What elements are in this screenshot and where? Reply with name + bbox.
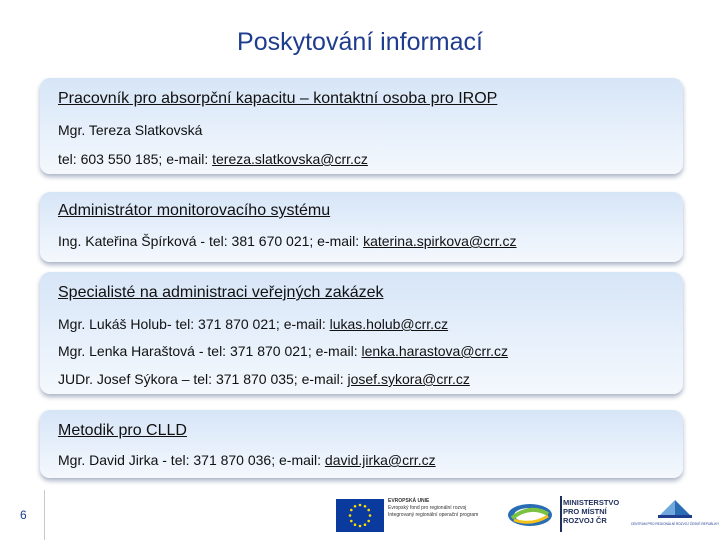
- eu-caption: [388, 498, 498, 519]
- email-link[interactable]: lukas.holub@crr.cz: [329, 316, 449, 332]
- contact-line-sykora: [58, 371, 470, 387]
- page-number: 6: [20, 508, 27, 522]
- crr-logo-text: CENTRUM PRO REGIONÁLNÍ ROZVOJ ČESKÉ REPUBLIKY: [630, 522, 720, 526]
- section-heading-monitoring: Administrátor monitorovacího systému: [58, 202, 331, 219]
- contact-line-spirkova: [58, 233, 517, 249]
- contact-details: JUDr. Josef Sýkora – tel: 371 870 035; e-mail:: [58, 371, 348, 387]
- contact-name-slatkovska: Mgr. Tereza Slatkovská: [58, 122, 203, 138]
- irop-logo: [506, 500, 554, 530]
- contact-line-jirka: [58, 452, 436, 468]
- crr-logo: [630, 497, 720, 535]
- eu-caption-line: Integrovaný regionální operační program: [388, 512, 479, 518]
- eu-flag-logo: [336, 499, 384, 532]
- section-heading-clld: Metodik pro CLLD: [58, 422, 187, 439]
- mmr-logo-line: PRO MÍSTNÍ: [563, 507, 607, 516]
- eu-caption-line: Evropský fond pro regionální rozvoj: [388, 505, 467, 511]
- contact-details: Ing. Kateřina Špírková - tel: 381 670 021; e-mail:: [58, 233, 364, 249]
- email-link[interactable]: tereza.slatkovska@crr.cz: [212, 151, 368, 167]
- mmr-logo-line: ROZVOJ ČR: [563, 516, 607, 525]
- contact-line-holub: [58, 316, 448, 332]
- email-link[interactable]: david.jirka@crr.cz: [324, 452, 436, 468]
- contact-line-slatkovska: [58, 151, 368, 167]
- contact-details: Mgr. Lenka Haraštová - tel: 371 870 021; e-mail:: [58, 343, 362, 359]
- footer-divider: [44, 490, 45, 540]
- email-link[interactable]: katerina.spirkova@crr.cz: [363, 233, 517, 249]
- section-heading-irop: Pracovník pro absorpční kapacitu – kontaktní osoba pro IROP: [58, 90, 498, 107]
- mmr-logo: [563, 498, 619, 525]
- email-link[interactable]: josef.sykora@crr.cz: [347, 371, 470, 387]
- contact-details: tel: 603 550 185; e-mail:: [58, 151, 213, 167]
- email-link[interactable]: lenka.harastova@crr.cz: [361, 343, 508, 359]
- mmr-logo-line: MINISTERSTVO: [563, 498, 620, 507]
- contact-line-harastova: [58, 343, 508, 359]
- section-heading-procurement: Specialisté na administraci veřejných zakázek: [58, 284, 384, 301]
- page-title: Poskytování informací: [237, 28, 483, 56]
- contact-details: Mgr. David Jirka - tel: 371 870 036; e-mail:: [58, 452, 325, 468]
- contact-details: Mgr. Lukáš Holub- tel: 371 870 021; e-mail:: [58, 316, 330, 332]
- eu-caption-line: EVROPSKÁ UNIE: [388, 498, 430, 504]
